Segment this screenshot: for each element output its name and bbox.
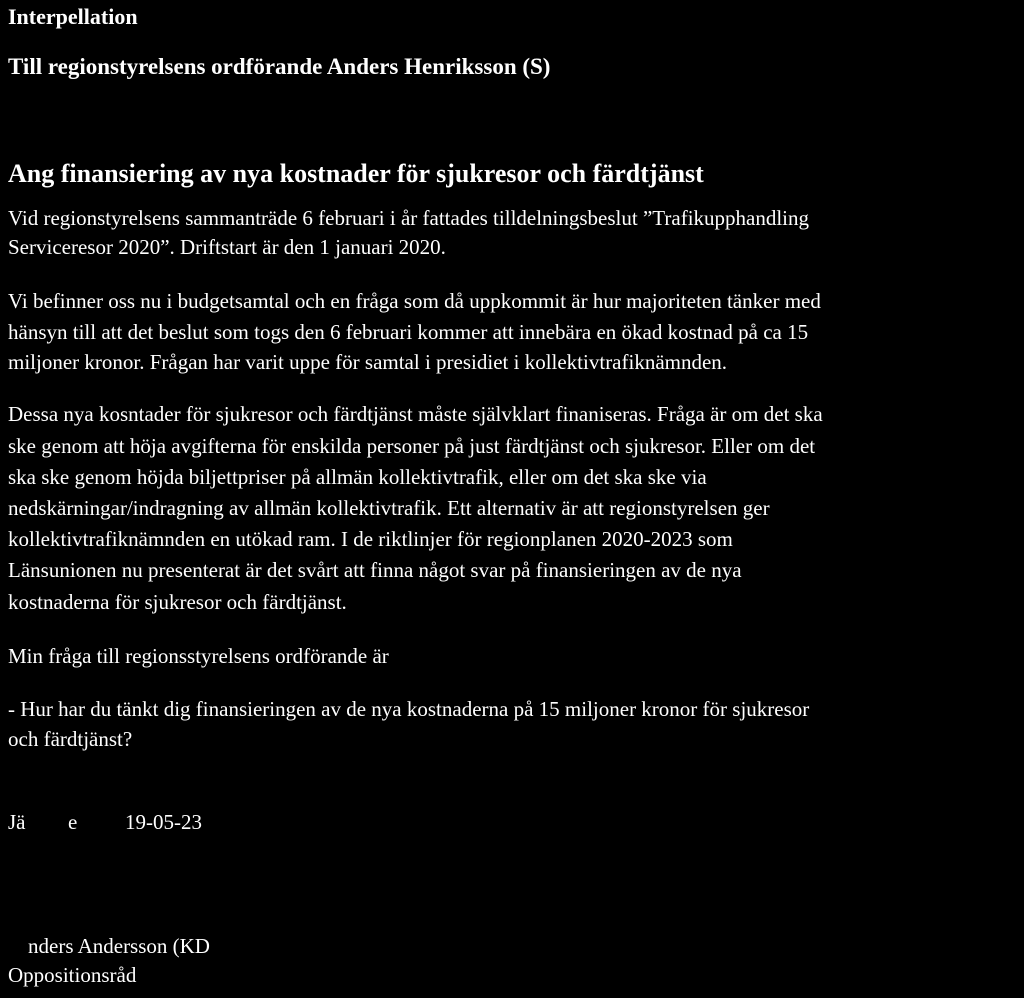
- place-fragment: Jä: [8, 810, 26, 834]
- paragraph2-line: hänsyn till att det beslut som togs den 6 februari kommer att innebära en ökad kostnad på ca 15: [8, 320, 809, 344]
- question-intro: Min fråga till regionsstyrelsens ordförande är: [8, 644, 389, 668]
- signatory-name: nders Andersson (KD: [28, 934, 210, 958]
- paragraph3-line: ske genom att höja avgifterna för enskilda personer på just färdtjänst och sjukresor. Eller om det: [8, 434, 816, 458]
- paragraph3-line: Dessa nya kosntader för sjukresor och färdtjänst måste självklart finaniseras. Fråga är om det ska: [8, 402, 823, 426]
- paragraph1-line: Serviceresor 2020”. Driftstart är den 1 januari 2020.: [8, 235, 446, 259]
- paragraph1-line: Vid regionstyrelsens sammanträde 6 februari i år fattades tilldelningsbeslut ”Trafikupphandling: [8, 206, 810, 230]
- question-line: och färdtjänst?: [8, 727, 133, 751]
- signatory-title: Oppositionsråd: [8, 963, 137, 987]
- paragraph3-line: kollektivtrafiknämnden en utökad ram. I de riktlinjer för regionplanen 2020-2023 som: [8, 527, 733, 551]
- document-type-label: Interpellation: [8, 4, 138, 29]
- paragraph3-line: Länsunionen nu presenterat är det svårt att finna något svar på finansieringen av de nya: [8, 558, 742, 582]
- question-line: - Hur har du tänkt dig finansieringen av de nya kostnaderna på 15 miljoner kronor för sjukresor: [8, 697, 810, 721]
- signing-date: 19-05-23: [125, 810, 202, 834]
- document-heading: Ang finansiering av nya kostnader för sjukresor och färdtjänst: [8, 159, 704, 188]
- paragraph2-line: Vi befinner oss nu i budgetsamtal och en fråga som då uppkommit är hur majoriteten tänker med: [8, 289, 821, 313]
- paragraph2-line: miljoner kronor. Frågan har varit uppe för samtal i presidiet i kollektivtrafiknämnden.: [8, 350, 728, 374]
- paragraph3-line: kostnaderna för sjukresor och färdtjänst.: [8, 590, 347, 614]
- paragraph3-line: ska ske genom höjda biljettpriser på allmän kollektivtrafik, eller om det ska ske via: [8, 465, 707, 489]
- paragraph3-line: nedskärningar/indragning av allmän kollektivtrafik. Ett alternativ är att regionstyrelsen ger: [8, 496, 770, 520]
- recipient-line: Till regionstyrelsens ordförande Anders Henriksson (S): [8, 54, 551, 79]
- place-fragment: e: [68, 810, 78, 834]
